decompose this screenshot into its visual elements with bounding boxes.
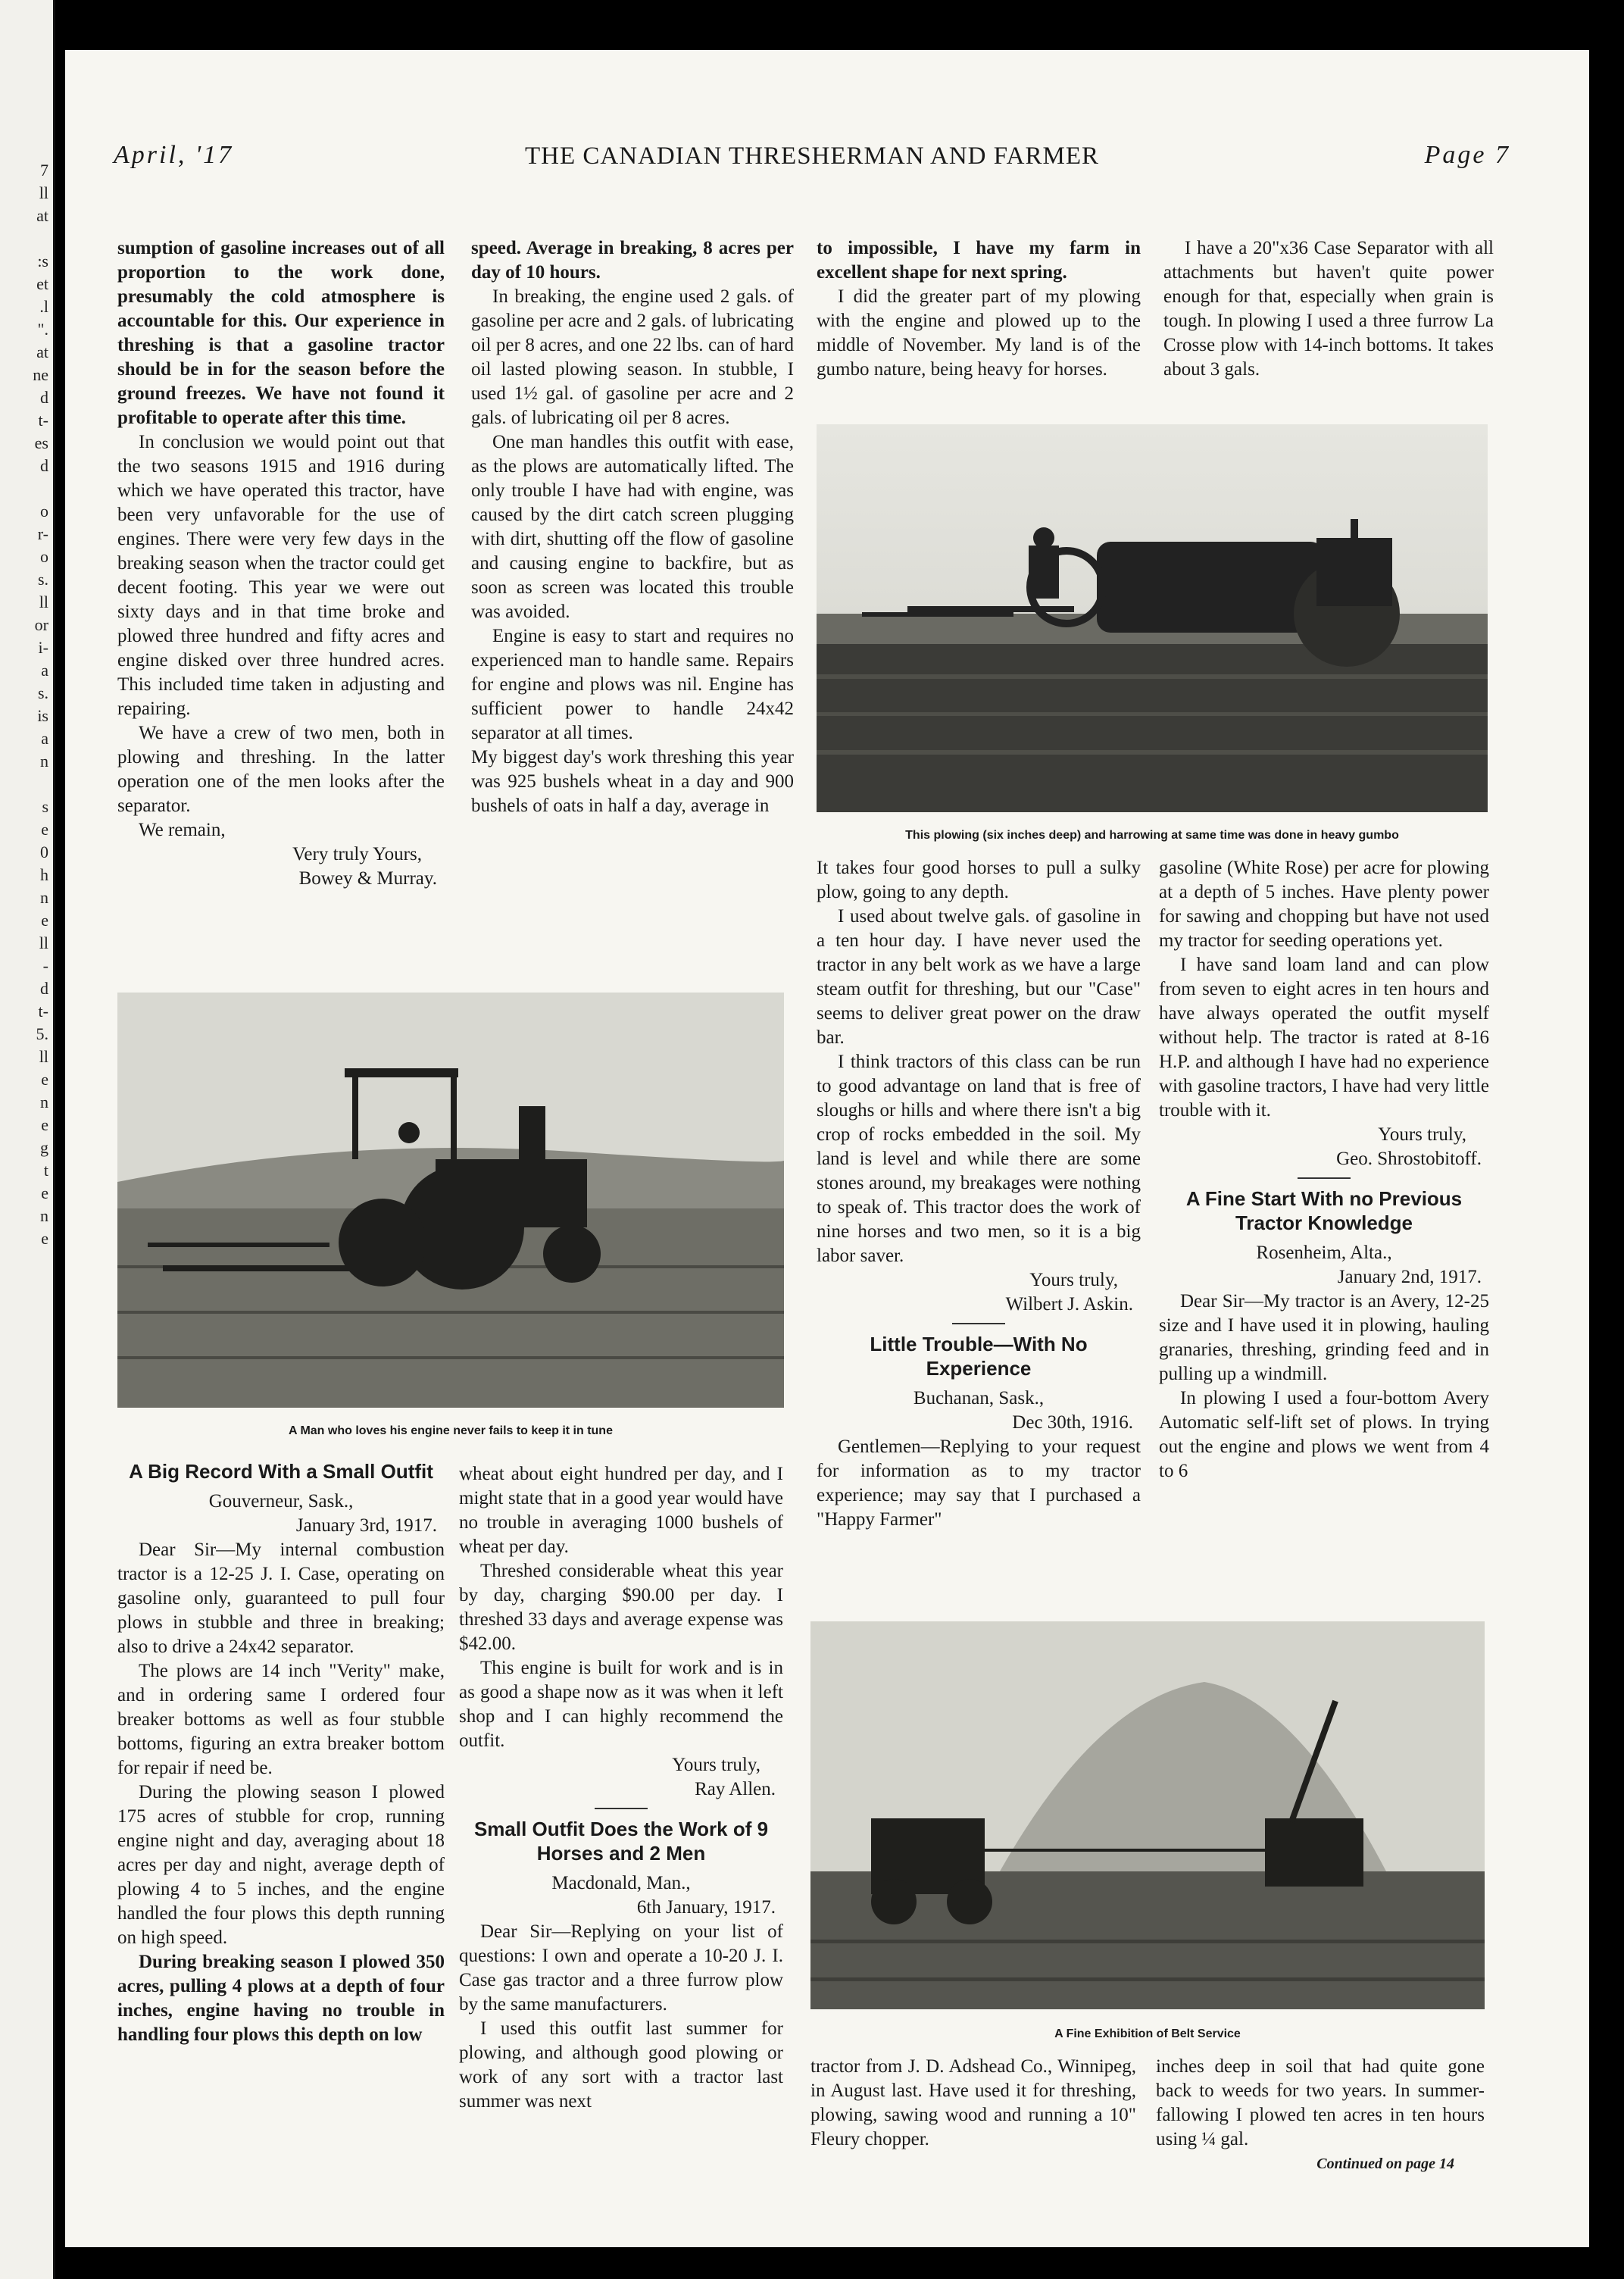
article-location: Gouverneur, Sask., (208, 1491, 354, 1512)
paragraph: The plows are 14 inch "Verity" make, and in ordering same I ordered four breaker bottoms as well as four stubble bottoms, figuring an extra breaker bottom for repair if need be. (117, 1661, 445, 1778)
paragraph: I used this outfit last summer for plowing, and although good plowing or work of any sort with a tractor last summer was next (459, 2018, 783, 2112)
facing-page-edge (0, 0, 55, 2279)
paragraph: I did the greater part of my plowing with the engine and plowed up to the middle of November. My land is of the gumbo nature, being heavy for horses. (817, 286, 1141, 380)
tractor-plowing-image (817, 424, 1488, 812)
continued-note: Continued on page 14 (1316, 2156, 1454, 2172)
header-title: THE CANADIAN THRESHERMAN AND FARMER (525, 142, 1099, 170)
signature-name: Wilbert J. Askin. (1005, 1294, 1133, 1315)
photo-caption: A Fine Exhibition of Belt Service (1054, 2027, 1241, 2040)
article-date: Dec 30th, 1916. (1012, 1412, 1133, 1433)
paragraph: We have a crew of two men, both in plowing and threshing. In the latter operation one of the men looks after the separator. (117, 723, 445, 816)
header-date: April, '17 (114, 141, 234, 169)
divider (952, 1323, 1005, 1324)
paragraph: We remain, (139, 820, 226, 840)
column-3-middle (817, 856, 1141, 1532)
paragraph: Dear Sir—My internal combustion tractor is a 12-25 J. I. Case, operating on gasoline only, guaranteed to pull four plows in stubble and three in breaking; also to drive a 24x42 separator. (117, 1540, 445, 1657)
article-date: January 3rd, 1917. (295, 1515, 437, 1536)
photo-plowing-tractor (817, 424, 1488, 812)
article-date: January 2nd, 1917. (1337, 1267, 1482, 1287)
paragraph: wheat about eight hundred per day, and I might state that in a good year would have no trouble in averaging 1000 bushels of wheat per day. (459, 1464, 783, 1557)
paragraph: gasoline (White Rose) per acre for plowing at a depth of 5 inches. Have plenty power for sawing and chopping but have not used my tractor for seeding operations yet. (1159, 858, 1489, 951)
paragraph: My biggest day's work threshing this year was 925 bushels wheat in a day and 900 bushels of oats in half a day, average in (471, 747, 794, 816)
signature-line: Very truly Yours, (292, 844, 422, 864)
column-4-middle (1159, 856, 1489, 1483)
paragraph: I think tractors of this class can be run to good advantage on land that is free of sloughs or hills and where there isn't a big crop of rocks embedded in the soil. My land is level and while there are some stones around, my breakages were nothing to speak of. This tractor does the work of nine horses and two men, so it is a big labor saver. (817, 1052, 1141, 1266)
paragraph: speed. Average in breaking, 8 acres per day of 10 hours. (471, 238, 794, 283)
article-title: Little Trouble—With No Experience (870, 1333, 1088, 1380)
photo-caption: This plowing (six inches deep) and harrowing at same time was done in heavy gumbo (905, 829, 1399, 842)
article-location: Macdonald, Man., (551, 1873, 691, 1893)
paragraph: In breaking, the engine used 2 gals. of gasoline per acre and 2 gals. of lubricating oil per 8 acres, and one 22 lbs. can of hard oil lasted plowing season. In stubble, I used 1½ gal. of gasoline per acre and 2 gals. of lubricating oil per 8 acres. (471, 286, 794, 428)
paragraph: This engine is built for work and is in as good a shape now as it was when it left shop and I can highly recommend the outfit. (459, 1658, 783, 1751)
header-page-number: Page 7 (1424, 141, 1510, 169)
article-location: Buchanan, Sask., (913, 1388, 1045, 1408)
column-3-top (817, 236, 1141, 382)
paragraph: During breaking season I plowed 350 acres, pulling 4 plows at a depth of four inches, engine having no trouble in handling four plows this depth on low (117, 1952, 445, 2045)
tractor-in-field-image (117, 993, 784, 1408)
column-3-bottom (810, 2055, 1136, 2152)
paragraph: It takes four good horses to pull a sulky plow, going to any depth. (817, 858, 1141, 902)
paragraph: Threshed considerable wheat this year by day, charging $90.00 per day. I threshed 33 days and average expense was $42.00. (459, 1561, 783, 1654)
signature-name: Geo. Shrostobitoff. (1336, 1149, 1482, 1169)
column-2-bottom (459, 1462, 783, 2114)
signature-line: Yours truly, (1378, 1124, 1466, 1145)
divider (1298, 1177, 1351, 1179)
facing-page-letters: 7 ll at :s et .l ". at ne d t- es d o r- o s. ll or i- a s. is a n s e 0 h n e ll - d t- 5. ll e n e g t e n e (33, 161, 48, 1248)
column-1-top (117, 236, 445, 891)
photo-caption: A Man who loves his engine never fails to keep it in tune (289, 1424, 613, 1437)
paragraph: Dear Sir—My tractor is an Avery, 12-25 size and I have used it in plowing, hauling granaries, threshing, grinding feed and in pulling up a windmill. (1159, 1291, 1489, 1384)
article-title: A Fine Start With no Previous Tractor Knowledge (1185, 1187, 1463, 1234)
page-header (114, 141, 1510, 186)
article-title: Small Outfit Does the Work of 9 Horses and 2 Men (473, 1818, 769, 1865)
paragraph: I have a 20"x36 Case Separator with all attachments but haven't quite power enough for that, especially when grain is tough. In plowing I used a three furrow La Crosse plow with 14-inch bottoms. It takes about 3 gals. (1163, 238, 1494, 380)
paragraph: Engine is easy to start and requires no experienced man to handle same. Repairs for engine and plows was nil. Engine has sufficient power to handle 24x42 separator at all times. (471, 626, 794, 743)
paragraph: In plowing I used a four-bottom Avery Automatic self-lift set of plows. In trying out the engine and plows we went from 4 to 6 (1159, 1388, 1489, 1481)
signature-line: Yours truly, (672, 1755, 760, 1775)
column-4-top (1163, 236, 1494, 382)
photo-belt-service (810, 1621, 1485, 2009)
photo-man-with-engine (117, 993, 784, 1408)
column-1-bottom (117, 1455, 445, 2047)
signature-name: Ray Allen. (695, 1779, 776, 1799)
article-date: 6th January, 1917. (636, 1897, 776, 1918)
signature-name: Bowey & Murray. (298, 868, 437, 889)
article-location: Rosenheim, Alta., (1256, 1243, 1392, 1263)
threshing-outfit-image (810, 1621, 1485, 2009)
paragraph: In conclusion we would point out that the two seasons 1915 and 1916 during which we have operated this tractor, have been very unfavorable for the use of engines. There were very few days in the breaking season when the tractor could get decent footing. This year we were out sixty days and in that time broke and plowed three hundred and fifty acres and engine disked over three hundred acres. This included time taken in adjusting and repairing. (117, 432, 445, 719)
article-title: A Big Record With a Small Outfit (129, 1460, 433, 1483)
paragraph: I used about twelve gals. of gasoline in a ten hour day. I have never used the tractor in any belt work as we have a large steam outfit for threshing, but our "Case" seems to deliver great power on the draw bar. (817, 906, 1141, 1048)
paragraph: During the plowing season I plowed 175 acres of stubble for crop, running engine night and day, averaging about 18 acres per day and night, average depth of plowing 4 to 5 inches, and the engine handled the four plows this depth running on high speed. (117, 1782, 445, 1948)
column-2-top (471, 236, 794, 818)
divider (595, 1808, 648, 1809)
paragraph: I have sand loam land and can plow from seven to eight acres in ten hours and have always operated the outfit myself without help. The tractor is rated at 8-16 H.P. and although I have had no experience with gasoline tractors, I have had very little trouble with it. (1159, 955, 1489, 1121)
paragraph: sumption of gasoline increases out of all proportion to the work done, presumably the cold atmosphere is accountable for this. Our experience in threshing is that a gasoline tractor should be in for the season before the ground freezes. We have not found it profitable to operate after this time. (117, 238, 445, 428)
paragraph: to impossible, I have my farm in excellent shape for next spring. (817, 238, 1141, 283)
paragraph: One man handles this outfit with ease, as the plows are automatically lifted. The only trouble I have had with engine, was caused by the dirt catch screen plugging with dirt, shutting off the flow of gasoline and causing engine to backfire, but as soon as screen was located this trouble was avoided. (471, 432, 794, 622)
paragraph: tractor from J. D. Adshead Co., Winnipeg, in August last. Have used it for threshing, plowing, sawing wood and running a 10" Fleury chopper. (810, 2056, 1136, 2149)
paragraph: Dear Sir—Replying on your list of questions: I own and operate a 10-20 J. I. Case gas tractor and a three furrow plow by the same manufacturers. (459, 1921, 783, 2015)
paragraph: inches deep in soil that had quite gone back to weeds for two years. In summer-fallowing I plowed ten acres in ten hours using ¼ gal. (1156, 2056, 1485, 2149)
paragraph: Gentlemen—Replying to your request for information as to my tractor experience; may say that I purchased a "Happy Farmer" (817, 1436, 1141, 1530)
signature-line: Yours truly, (1029, 1270, 1118, 1290)
column-4-bottom (1156, 2055, 1485, 2176)
